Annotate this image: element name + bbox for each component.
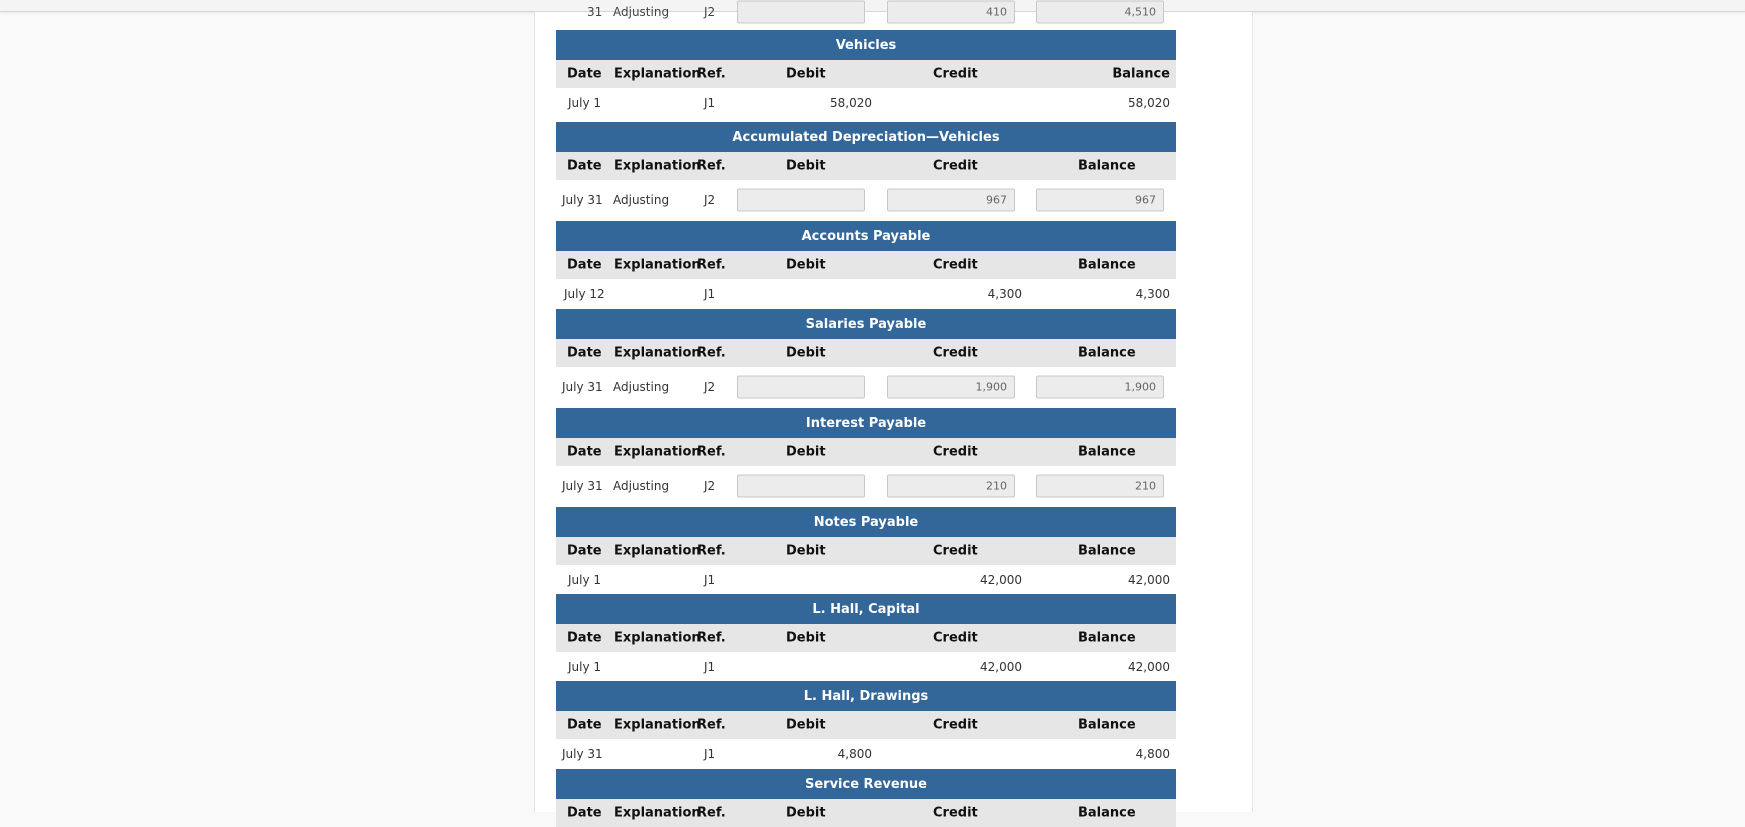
header-credit: Credit	[933, 257, 978, 273]
header-credit: Credit	[933, 66, 978, 82]
header-date: Date	[567, 717, 602, 733]
ledger-row	[556, 466, 1176, 505]
header-date: Date	[567, 630, 602, 646]
row-balance: 4,800	[1135, 747, 1170, 761]
header-balance: Balance	[1112, 66, 1170, 82]
row-date: July 31	[562, 747, 603, 761]
ledger-title: Accumulated Depreciation—Vehicles	[556, 122, 1176, 152]
ledger-title: Salaries Payable	[556, 309, 1176, 339]
header-ref: Ref.	[697, 717, 726, 733]
ledger-header	[556, 537, 1176, 565]
header-explanation: Explanation	[614, 158, 701, 174]
balance-input[interactable]	[1036, 188, 1164, 211]
row-debit: 58,020	[830, 96, 872, 110]
header-credit: Credit	[933, 717, 978, 733]
header-debit: Debit	[786, 158, 826, 174]
ledger-header	[556, 711, 1176, 739]
header-date: Date	[567, 444, 602, 460]
row-balance: 4,300	[1135, 287, 1170, 301]
ledger-title: Interest Payable	[556, 408, 1176, 438]
header-balance: Balance	[1078, 345, 1136, 361]
debit-input[interactable]	[737, 375, 865, 398]
balance-input[interactable]	[1036, 1, 1164, 24]
ledger-header	[556, 339, 1176, 367]
header-explanation: Explanation	[614, 717, 701, 733]
row-date: 31	[587, 5, 603, 19]
ledger-row	[556, 279, 1176, 309]
ledger-row	[556, 652, 1176, 682]
ledger-service-revenue	[556, 769, 1176, 827]
row-explanation: Adjusting	[613, 379, 670, 394]
header-explanation: Explanation	[614, 543, 701, 559]
row-date: July 31	[562, 192, 603, 207]
header-explanation: Explanation	[614, 257, 701, 273]
header-debit: Debit	[786, 805, 826, 821]
header-ref: Ref.	[697, 66, 726, 82]
row-date: July 12	[564, 287, 605, 301]
row-debit: 4,800	[837, 747, 872, 761]
ledger-accounts-payable	[556, 221, 1176, 309]
ledger-row	[556, 565, 1176, 595]
header-credit: Credit	[933, 345, 978, 361]
ledger-vehicles	[556, 30, 1176, 118]
row-ref: J1	[704, 287, 716, 301]
header-balance: Balance	[1078, 805, 1136, 821]
row-explanation: Adjusting	[613, 478, 670, 493]
header-date: Date	[567, 257, 602, 273]
header-explanation: Explanation	[614, 66, 701, 82]
ledger-header	[556, 152, 1176, 180]
header-explanation: Explanation	[614, 444, 701, 460]
header-credit: Credit	[933, 158, 978, 174]
balance-input[interactable]	[1036, 375, 1164, 398]
row-ref: J1	[704, 747, 716, 761]
partial-ledger-row	[556, 0, 1176, 27]
ledger-header	[556, 624, 1176, 652]
header-date: Date	[567, 345, 602, 361]
header-debit: Debit	[786, 444, 826, 460]
row-credit: 42,000	[980, 660, 1022, 674]
debit-input[interactable]	[737, 188, 865, 211]
header-explanation: Explanation	[614, 805, 701, 821]
ledger-row	[556, 739, 1176, 769]
row-date: July 31	[562, 478, 603, 493]
row-balance: 42,000	[1128, 660, 1170, 674]
row-date: July 1	[568, 96, 602, 110]
row-balance: 42,000	[1128, 573, 1170, 587]
ledger-l-hall-drawings	[556, 681, 1176, 769]
header-explanation: Explanation	[614, 345, 701, 361]
header-balance: Balance	[1078, 257, 1136, 273]
header-debit: Debit	[786, 630, 826, 646]
credit-input[interactable]	[887, 474, 1015, 497]
header-balance: Balance	[1078, 158, 1136, 174]
row-balance: 58,020	[1128, 96, 1170, 110]
header-credit: Credit	[933, 444, 978, 460]
header-date: Date	[567, 66, 602, 82]
header-debit: Debit	[786, 717, 826, 733]
row-credit: 42,000	[980, 573, 1022, 587]
header-debit: Debit	[786, 66, 826, 82]
row-ref: J2	[704, 478, 716, 493]
ledger-salaries-payable	[556, 309, 1176, 406]
ledger-row	[556, 88, 1176, 118]
header-ref: Ref.	[697, 158, 726, 174]
header-debit: Debit	[786, 345, 826, 361]
header-balance: Balance	[1078, 543, 1136, 559]
ledger-title: Notes Payable	[556, 507, 1176, 537]
header-ref: Ref.	[697, 345, 726, 361]
header-date: Date	[567, 158, 602, 174]
header-credit: Credit	[933, 543, 978, 559]
row-credit: 4,300	[987, 287, 1022, 301]
header-ref: Ref.	[697, 543, 726, 559]
credit-input[interactable]	[887, 1, 1015, 24]
header-ref: Ref.	[697, 630, 726, 646]
row-ref: J2	[704, 192, 716, 207]
ledger-title: Accounts Payable	[556, 221, 1176, 251]
row-ref: J2	[704, 379, 716, 394]
row-explanation: Adjusting	[613, 192, 670, 207]
row-explanation: Adjusting	[613, 5, 670, 19]
ledger-header	[556, 438, 1176, 466]
credit-input[interactable]	[887, 188, 1015, 211]
row-ref: J1	[704, 573, 716, 587]
row-date: July 31	[562, 379, 603, 394]
balance-input[interactable]	[1036, 474, 1164, 497]
ledger-interest-payable	[556, 408, 1176, 505]
header-debit: Debit	[786, 257, 826, 273]
header-balance: Balance	[1078, 717, 1136, 733]
credit-input[interactable]	[887, 375, 1015, 398]
header-explanation: Explanation	[614, 630, 701, 646]
header-debit: Debit	[786, 543, 826, 559]
header-credit: Credit	[933, 805, 978, 821]
header-ref: Ref.	[697, 805, 726, 821]
ledger-header	[556, 251, 1176, 279]
header-ref: Ref.	[697, 257, 726, 273]
ledger-title: L. Hall, Drawings	[556, 681, 1176, 711]
row-ref: J1	[704, 660, 716, 674]
ledger-title: Vehicles	[556, 30, 1176, 60]
row-ref: J1	[704, 96, 716, 110]
ledger-accumulated-depreciation-vehicles	[556, 122, 1176, 219]
ledger-title: L. Hall, Capital	[556, 594, 1176, 624]
ledger-row	[556, 367, 1176, 406]
header-balance: Balance	[1078, 630, 1136, 646]
header-ref: Ref.	[697, 444, 726, 460]
ledger-page	[534, 5, 1253, 821]
ledger-notes-payable	[556, 507, 1176, 595]
header-balance: Balance	[1078, 444, 1136, 460]
ledger-title: Service Revenue	[556, 769, 1176, 799]
ledger-row	[556, 180, 1176, 219]
row-ref: J2	[704, 5, 716, 19]
row-date: July 1	[568, 573, 602, 587]
header-credit: Credit	[933, 630, 978, 646]
ledger-header	[556, 799, 1176, 827]
debit-input[interactable]	[737, 1, 865, 24]
ledger-header	[556, 60, 1176, 88]
ledger-l-hall-capital	[556, 594, 1176, 682]
debit-input[interactable]	[737, 474, 865, 497]
header-date: Date	[567, 805, 602, 821]
header-date: Date	[567, 543, 602, 559]
row-date: July 1	[568, 660, 602, 674]
